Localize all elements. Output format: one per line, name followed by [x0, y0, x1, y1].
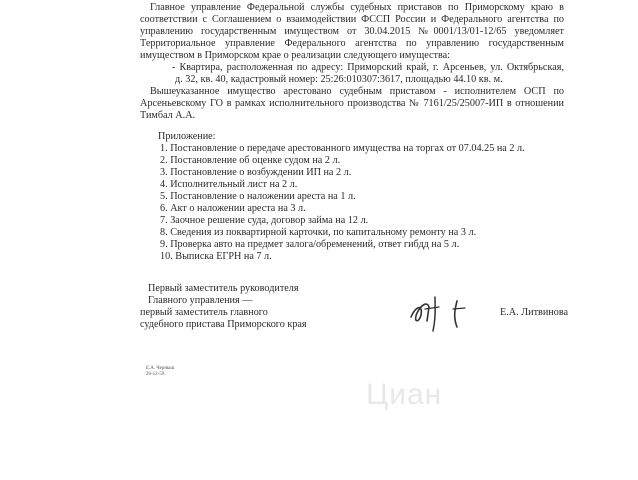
signatory-line: первый заместитель главного: [140, 307, 268, 318]
attachment-item: 1. Постановление о передаче арестованного имущества на торгах от 07.04.25 на 2 л.: [160, 143, 525, 154]
attachment-item: 4. Исполнительный лист на 2 л.: [160, 179, 298, 190]
executor-phone: 26-12-59: [146, 372, 165, 377]
attachment-item: 7. Заочное решение суда, договор займа на 12 л.: [160, 215, 369, 226]
attachment-item: 2. Постановление об оценке судом на 2 л.: [160, 155, 341, 166]
signatory-line: Первый заместитель руководителя: [148, 283, 299, 294]
signatory-line: судебного пристава Приморского края: [140, 319, 307, 330]
body-line: Главное управление Федеральной службы судебных приставов по Приморскому краю в: [150, 2, 564, 13]
body-line: Территориальное управление Федерального агентства по управлению государственным: [140, 38, 564, 49]
attachment-item: 5. Постановление о наложении ареста на 1 л.: [160, 191, 356, 202]
attachment-item: 8. Сведения из поквартирной карточки, по капитальному ремонту на 3 л.: [160, 227, 477, 238]
signatory-line: Главного управления —: [148, 295, 253, 306]
body-line: управлению государственным имуществом от 30.04.2015 №0001/13/01-12/65 уведомляет: [140, 26, 564, 37]
body-line: Арсеньевскому ГО в рамках исполнительного производства № 7161/25/25007-ИП в отношении: [140, 98, 564, 109]
body-line: - Квартира, расположенная по адресу: Приморский край, г. Арсеньев, ул. Октябрьская,: [172, 62, 564, 73]
attachment-item: 3. Постановление о возбуждении ИП на 2 л.: [160, 167, 352, 178]
body-line: Тимбал А.А.: [140, 110, 196, 121]
body-line: Вышеуказанное имущество арестовано судебным приставом - исполнителем ОСП по: [150, 86, 564, 97]
attachment-item: 10. Выписка ЕГРН на 7 л.: [160, 251, 272, 262]
body-line: имуществом в Приморском крае о реализации следующего имущества:: [140, 50, 450, 61]
attachment-item: 6. Акт о наложении ареста на 3 л.: [160, 203, 306, 214]
attachments-heading: Приложение:: [158, 131, 216, 142]
attachment-item: 9. Проверка авто на предмет залога/обременений, ответ гибдд на 5 л.: [160, 239, 460, 250]
signatory-name: Е.А. Литвинова: [500, 307, 569, 318]
executor-name: Е.А. Черныш: [146, 366, 175, 371]
body-line: д. 32, кв. 40, кадастровый номер: 25:26:010307:3617, площадью 44.10 кв. м.: [175, 74, 503, 85]
body-line: соответствии с Соглашением о взаимодействии ФССП России и Федерального агентства по: [140, 14, 564, 25]
handwritten-signature: [405, 287, 485, 335]
watermark: Циан: [366, 378, 443, 411]
